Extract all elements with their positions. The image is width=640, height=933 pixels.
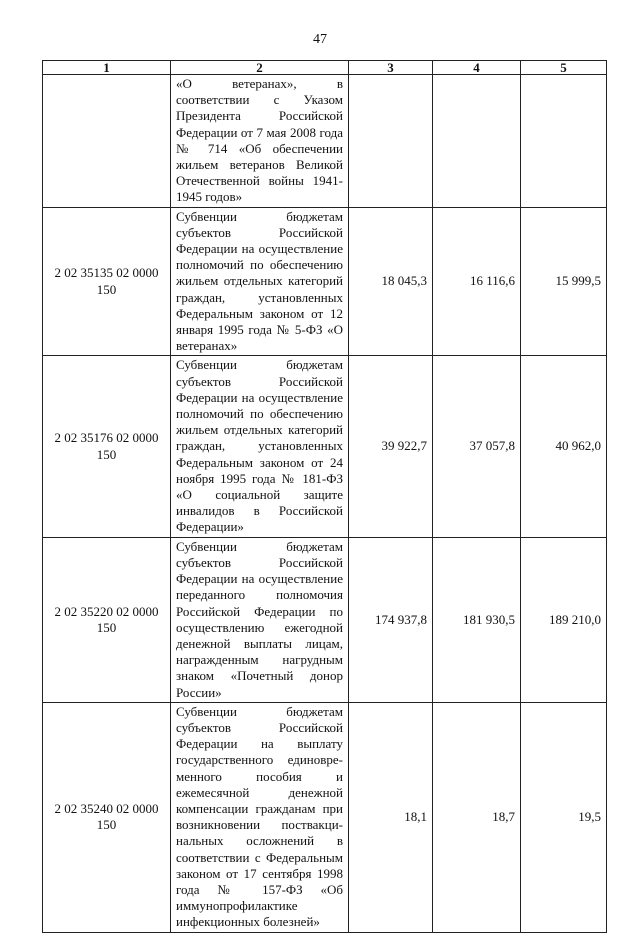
- header-row: [43, 61, 607, 75]
- row-description: Субвенции бюджетам субъектов Российской Федерации на осуществление полномочий по обеспечению жильем отдельных категорий граждан, установленных Федеральным законом от 12 января 1995 года № 5-ФЗ «О ветеранах»: [171, 207, 349, 356]
- row-value-5: 189 210,0: [521, 537, 607, 702]
- row-description: Субвенции бюджетам субъектов Российской Федерации на осуществление переданного полномочия Российской Федерации по осуществлению ежегодной денежной выплаты лицам, награжденным нагрудным знаком «Почетный донор России»: [171, 537, 349, 702]
- table-row: [43, 75, 607, 208]
- table-row: [43, 356, 607, 537]
- column-header-2: 2: [171, 61, 349, 75]
- column-header-4: 4: [433, 61, 521, 75]
- row-value-5: 15 999,5: [521, 207, 607, 356]
- budget-table: [42, 60, 607, 933]
- row-value-3: 174 937,8: [349, 537, 433, 702]
- table-row: [43, 702, 607, 932]
- row-value-3: [349, 75, 433, 208]
- row-value-5: 19,5: [521, 702, 607, 932]
- table-row: [43, 537, 607, 702]
- page-number: 47: [313, 32, 327, 47]
- row-description: Субвенции бюджетам субъектов Российской Федерации на выплату государственного единовре-менного пособия и ежемесячной денежной компенсации гражданам при возникновении поствакци-нальных осложнений в соответствии с Федеральным законом от 17 сентября 1998 года № 157-ФЗ «Об иммунопрофилактике инфекционных болезней»: [171, 702, 349, 932]
- row-description: Субвенции бюджетам субъектов Российской Федерации на осуществление полномочий по обеспечению жильем отдельных категорий граждан, установленных Федеральным законом от 24 ноября 1995 года № 181-ФЗ «О социальной защите инвалидов в Российской Федерации»: [171, 356, 349, 537]
- row-value-3: 18,1: [349, 702, 433, 932]
- column-header-3: 3: [349, 61, 433, 75]
- row-value-3: 39 922,7: [349, 356, 433, 537]
- row-value-5: [521, 75, 607, 208]
- row-value-4: [433, 75, 521, 208]
- row-code: [43, 75, 171, 208]
- row-value-3: 18 045,3: [349, 207, 433, 356]
- row-value-4: 18,7: [433, 702, 521, 932]
- row-description: «О ветеранах», в соответствии с Указом Президента Российской Федерации от 7 мая 2008 года № 714 «Об обеспечении жильем ветеранов Великой Отечественной войны 1941-1945 годов»: [171, 75, 349, 208]
- row-value-4: 37 057,8: [433, 356, 521, 537]
- row-code: 2 02 35176 02 0000 150: [43, 356, 171, 537]
- column-header-5: 5: [521, 61, 607, 75]
- row-value-5: 40 962,0: [521, 356, 607, 537]
- row-code: 2 02 35240 02 0000 150: [43, 702, 171, 932]
- row-value-4: 181 930,5: [433, 537, 521, 702]
- row-value-4: 16 116,6: [433, 207, 521, 356]
- table-row: [43, 207, 607, 356]
- row-code: 2 02 35135 02 0000 150: [43, 207, 171, 356]
- column-header-1: 1: [43, 61, 171, 75]
- row-code: 2 02 35220 02 0000 150: [43, 537, 171, 702]
